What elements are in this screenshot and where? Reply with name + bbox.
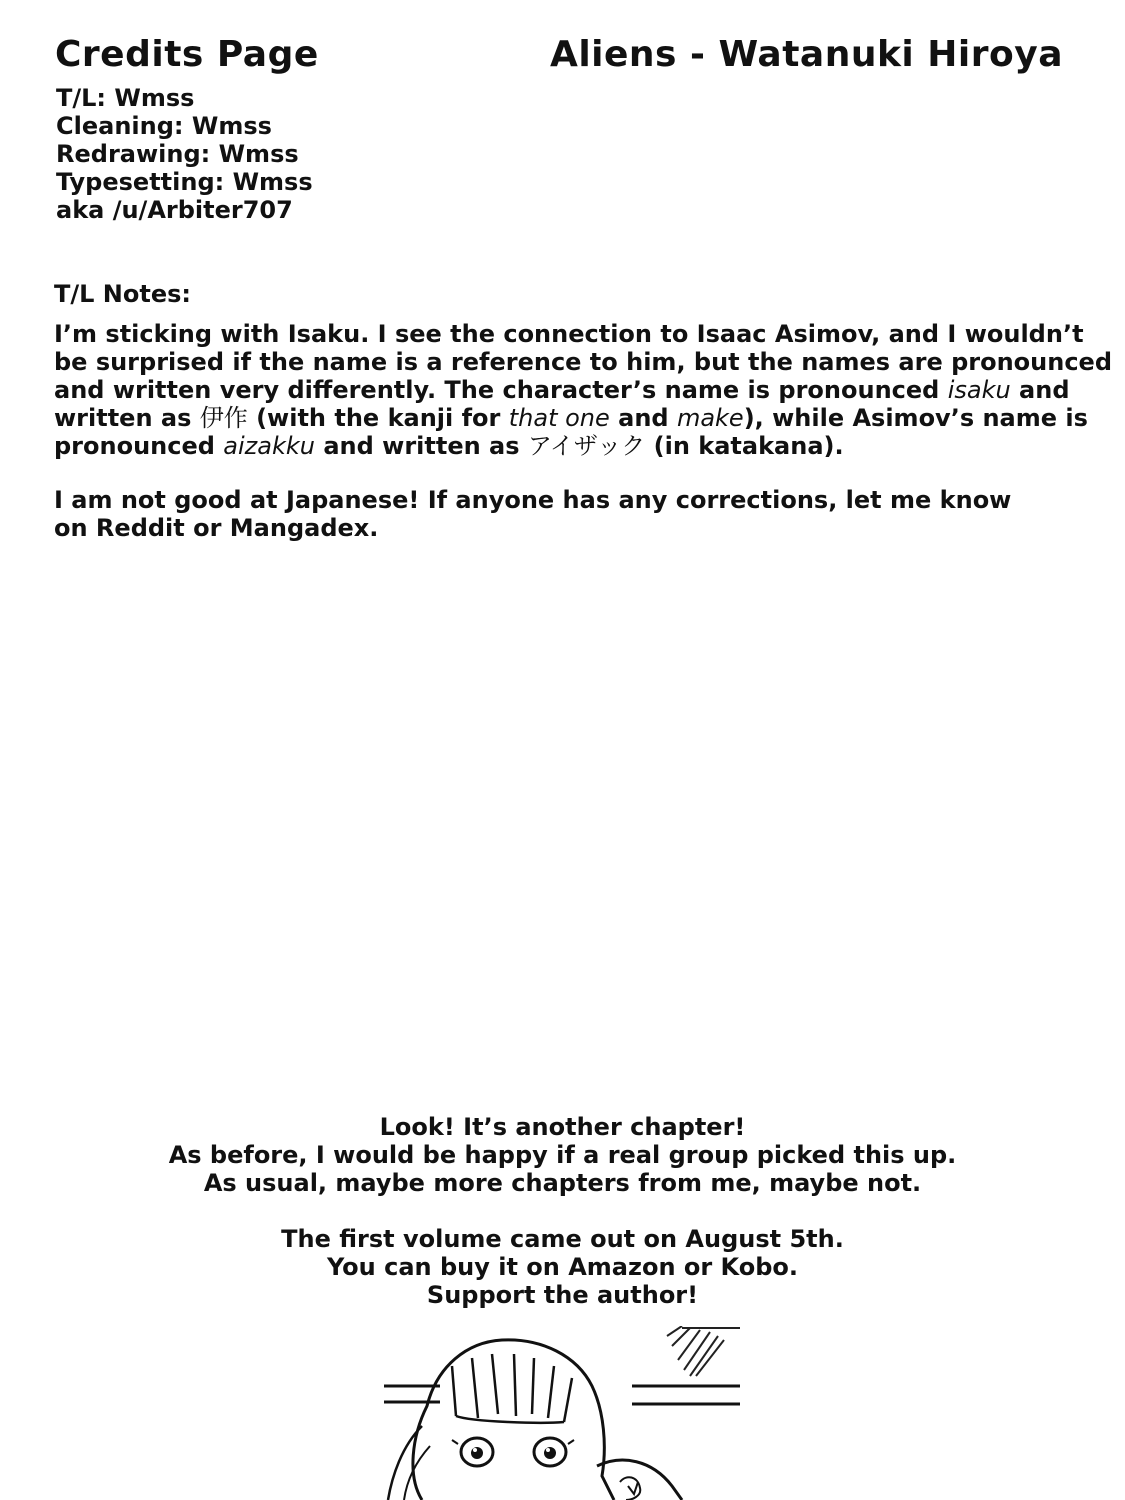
notes-line: I am not good at Japanese! If anyone has any corrections, let me know [54, 486, 1012, 514]
gloss-make: make [676, 404, 744, 432]
credit-translation: T/L: Wmss [56, 84, 195, 112]
kanji-isaku: 伊作 [199, 404, 248, 432]
series-title: Aliens - Watanuki Hiroya [549, 34, 1063, 75]
text-span: (in katakana). [645, 432, 844, 460]
text-span: (with the kanji for [247, 404, 509, 432]
page-title: Credits Page [55, 34, 319, 75]
notes-line [54, 376, 1074, 404]
closing-line: As before, I would be happy if a real group picked this up. [168, 1141, 957, 1169]
credit-cleaning: Cleaning: Wmss [56, 112, 272, 140]
credit-alias: aka /u/Arbiter707 [56, 196, 293, 224]
romaji-isaku: isaku [947, 376, 1011, 404]
notes-line [54, 432, 1074, 460]
notes-line [54, 404, 1088, 432]
closing-line: The first volume came out on August 5th. [281, 1225, 844, 1253]
romaji-aizakku: aizakku [223, 432, 315, 460]
text-span: and [609, 404, 677, 432]
notes-paragraph-1 [54, 320, 1113, 460]
spacer [0, 1197, 1125, 1225]
text-span: written as [54, 404, 200, 432]
closing-line: As usual, maybe more chapters from me, maybe not. [203, 1169, 922, 1197]
notes-paragraph-2 [54, 486, 1011, 542]
credit-typesetting: Typesetting: Wmss [56, 168, 313, 196]
credits-list [56, 84, 313, 224]
notes-line: on Reddit or Mangadex. [54, 514, 379, 542]
text-span: and written very differently. The character’s name is pronounced [54, 376, 948, 404]
gloss-that-one: that one [508, 404, 610, 432]
text-span: pronounced [54, 432, 224, 460]
text-span: and written as [314, 432, 528, 460]
notes-line: I’m sticking with Isaku. I see the connection to Isaac Asimov, and I wouldn’t [54, 320, 1084, 348]
text-span: ), while Asimov’s name is [743, 404, 1088, 432]
notes-heading: T/L Notes: [54, 280, 191, 308]
closing-line: Support the author! [426, 1281, 699, 1309]
closing-message [0, 1113, 1125, 1309]
katakana-aizakku: アイザック [527, 432, 646, 460]
closing-line: You can buy it on Amazon or Kobo. [326, 1253, 799, 1281]
credit-redrawing: Redrawing: Wmss [56, 140, 299, 168]
closing-line: Look! It’s another chapter! [379, 1113, 746, 1141]
text-span: and [1010, 376, 1070, 404]
notes-line: be surprised if the name is a reference to him, but the names are pronounced [54, 348, 1113, 376]
manga-character-illustration [382, 1326, 742, 1500]
